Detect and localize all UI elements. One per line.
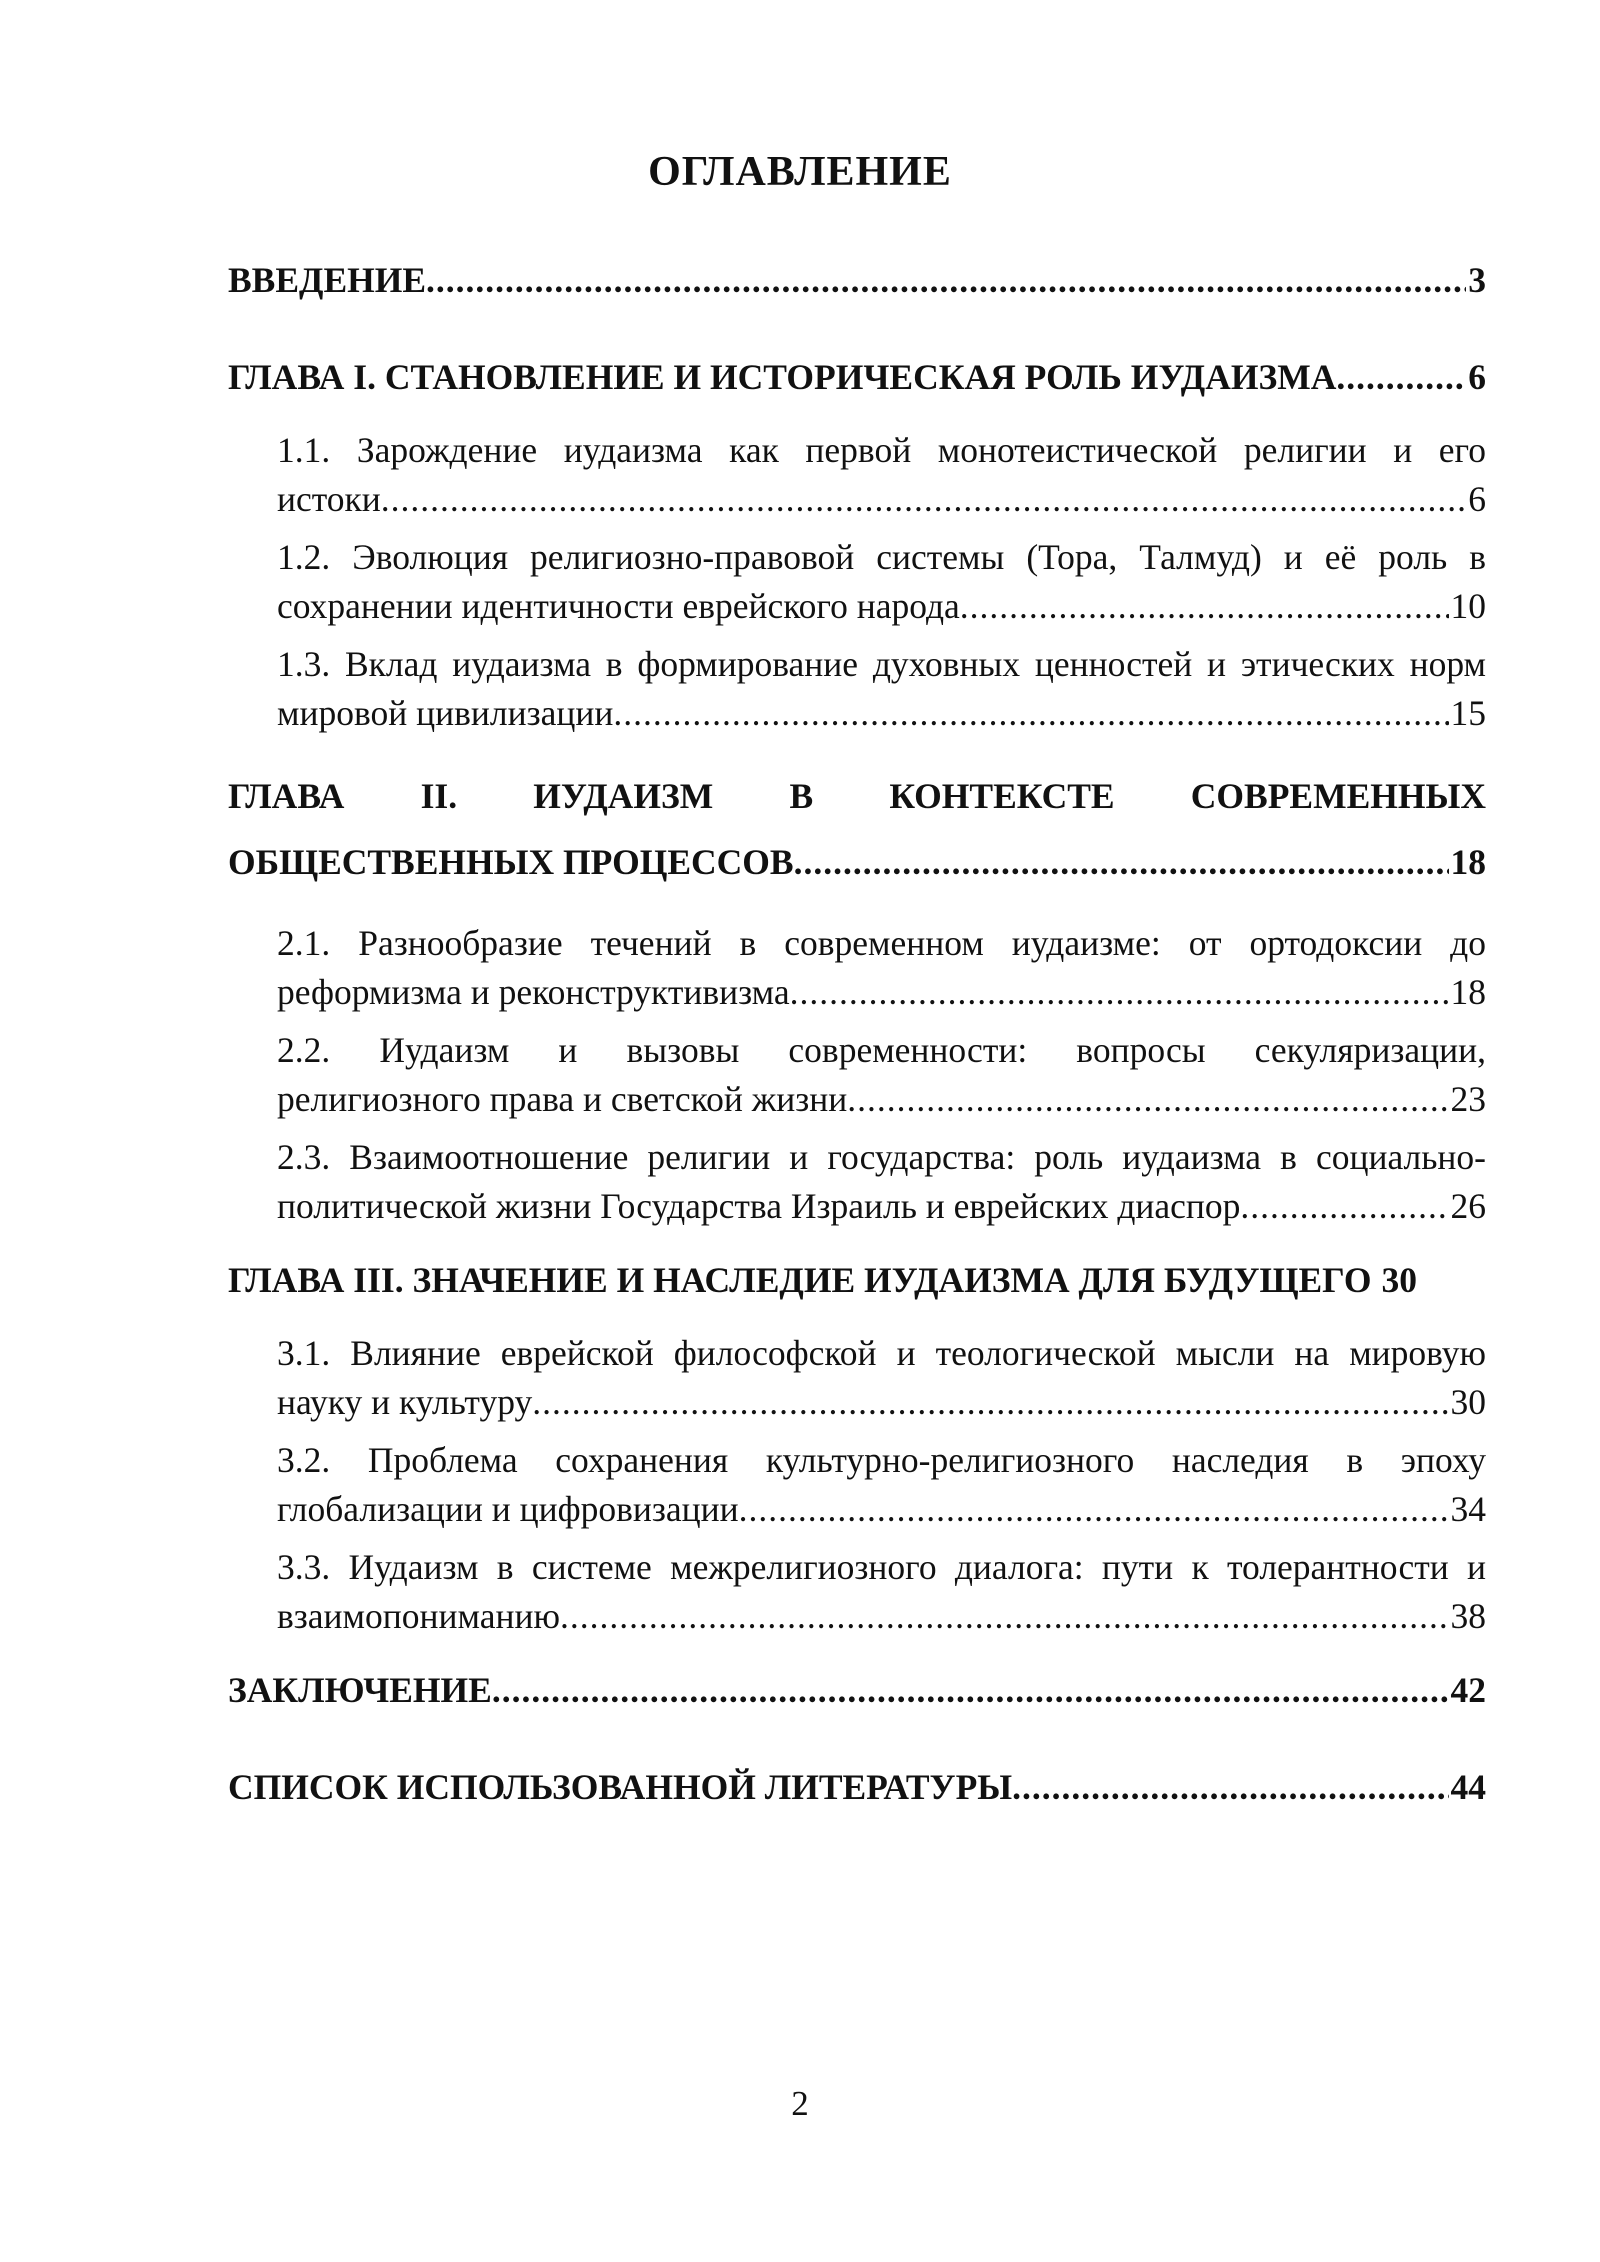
toc-entry-title-line: религиозного права и светской жизни <box>277 1079 848 1119</box>
toc-page-number: 23 <box>1450 1079 1486 1119</box>
dot-leader <box>492 1666 1449 1715</box>
toc-entry-introduction[interactable] <box>228 256 1486 305</box>
toc-page-number: 42 <box>1450 1670 1486 1710</box>
toc-entry-section-1-3[interactable] <box>228 640 1486 738</box>
toc-entry-section-2-1[interactable] <box>228 919 1486 1017</box>
toc-entry-section-1-1[interactable] <box>228 426 1486 524</box>
toc-page-number: 15 <box>1450 693 1486 733</box>
page-number: 2 <box>791 2084 809 2123</box>
toc-page-number: 30 <box>1450 1382 1486 1422</box>
toc-page-number: 3 <box>1468 260 1486 300</box>
table-of-contents <box>228 256 1486 1812</box>
toc-page-number: 6 <box>1468 479 1486 519</box>
toc-entry-section-2-2[interactable] <box>228 1026 1486 1124</box>
dot-leader <box>560 1592 1449 1641</box>
dot-leader <box>960 582 1449 631</box>
toc-page-number: 10 <box>1450 586 1486 626</box>
toc-entry-title: ГЛАВА III. ЗНАЧЕНИЕ И НАСЛЕДИЕ ИУДАИЗМА ДЛЯ БУДУЩЕГО <box>228 1260 1372 1300</box>
dot-leader <box>1012 1763 1448 1812</box>
toc-entry-chapter-1[interactable] <box>228 353 1486 402</box>
toc-entry-title-line: 1.2. Эволюция религиозно-правовой системы (Тора, Талмуд) и её роль в <box>277 537 1486 577</box>
toc-entry-section-3-2[interactable] <box>228 1436 1486 1534</box>
toc-page-number: 44 <box>1450 1767 1486 1807</box>
dot-leader <box>1336 353 1466 402</box>
toc-entry-section-2-3[interactable] <box>228 1133 1486 1231</box>
toc-entry-title-line: взаимопониманию <box>277 1596 560 1636</box>
page-title: ОГЛАВЛЕНИЕ <box>648 149 952 195</box>
toc-entry-title: СПИСОК ИСПОЛЬЗОВАННОЙ ЛИТЕРАТУРЫ <box>228 1767 1013 1807</box>
toc-entry-title-line: 1.1. Зарождение иудаизма как первой монотеистической религии и его <box>277 430 1486 470</box>
dot-leader <box>426 256 1466 305</box>
toc-entry-title-line: мировой цивилизации <box>277 693 614 733</box>
toc-entry-title: ГЛАВА I. СТАНОВЛЕНИЕ И ИСТОРИЧЕСКАЯ РОЛЬ ИУДАИЗМА <box>228 357 1337 397</box>
toc-entry-section-3-1[interactable] <box>228 1329 1486 1427</box>
toc-entry-title-line: ОБЩЕСТВЕННЫХ ПРОЦЕССОВ <box>228 842 794 882</box>
dot-leader <box>847 1075 1448 1124</box>
toc-entry-bibliography[interactable] <box>228 1763 1486 1812</box>
toc-entry-chapter-2[interactable] <box>228 763 1486 895</box>
toc-entry-title-line: политической жизни Государства Израиль и еврейских диаспор <box>277 1186 1241 1226</box>
toc-page-number: 30 <box>1381 1260 1417 1300</box>
toc-entry-title-line: 2.1. Разнообразие течений в современном иудаизме: от ортодоксии до <box>277 923 1486 963</box>
toc-page-number: 18 <box>1450 842 1486 882</box>
toc-page-number: 18 <box>1450 972 1486 1012</box>
toc-page-number: 26 <box>1450 1186 1486 1226</box>
toc-entry-title-line: 3.2. Проблема сохранения культурно-религиозного наследия в эпоху <box>277 1440 1486 1480</box>
toc-page-number: 34 <box>1450 1489 1486 1529</box>
dot-leader <box>613 689 1448 738</box>
dot-leader <box>1240 1182 1448 1231</box>
toc-entry-title-line: науку и культуру <box>277 1382 533 1422</box>
toc-entry-title-line: реформизма и реконструктивизма <box>277 972 790 1012</box>
toc-page-number: 38 <box>1450 1596 1486 1636</box>
toc-entry-title-line: сохранении идентичности еврейского народа <box>277 586 960 626</box>
dot-leader <box>794 829 1449 895</box>
toc-entry-title-line: ГЛАВА II. ИУДАИЗМ В КОНТЕКСТЕ СОВРЕМЕННЫХ <box>228 776 1486 816</box>
toc-page-number: 6 <box>1468 357 1486 397</box>
toc-entry-title-line: 2.2. Иудаизм и вызовы современности: вопросы секуляризации, <box>277 1030 1486 1070</box>
toc-entry-title-line: 1.3. Вклад иудаизма в формирование духовных ценностей и этических норм <box>277 644 1486 684</box>
toc-entry-title-line: 3.1. Влияние еврейской философской и теологической мысли на мировую <box>277 1333 1486 1373</box>
dot-leader <box>739 1485 1449 1534</box>
toc-entry-title-line: 3.3. Иудаизм в системе межрелигиозного диалога: пути к толерантности и <box>277 1547 1486 1587</box>
toc-entry-section-1-2[interactable] <box>228 533 1486 631</box>
dot-leader <box>381 475 1466 524</box>
toc-entry-chapter-3[interactable] <box>228 1256 1486 1305</box>
toc-entry-title-line: 2.3. Взаимоотношение религии и государства: роль иудаизма в социально- <box>277 1137 1486 1177</box>
toc-entry-conclusion[interactable] <box>228 1666 1486 1715</box>
dot-leader <box>532 1378 1448 1427</box>
dot-leader <box>790 968 1449 1017</box>
toc-entry-title: ВВЕДЕНИЕ <box>228 260 427 300</box>
toc-entry-title: ЗАКЛЮЧЕНИЕ <box>228 1670 492 1710</box>
toc-entry-section-3-3[interactable] <box>228 1543 1486 1641</box>
toc-entry-title-line: глобализации и цифровизации <box>277 1489 739 1529</box>
toc-entry-title-line: истоки <box>277 479 381 519</box>
